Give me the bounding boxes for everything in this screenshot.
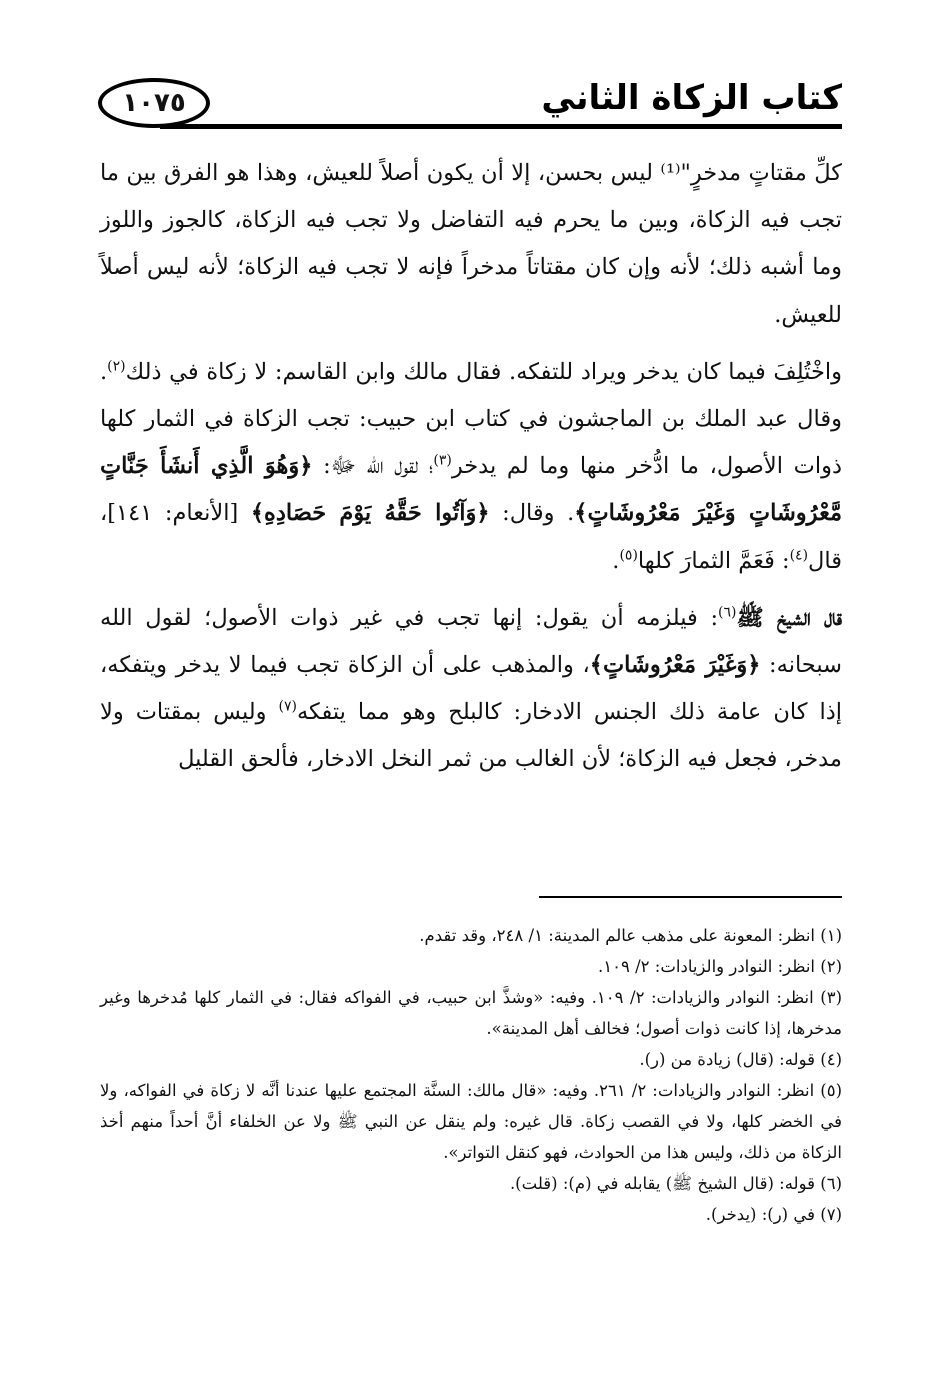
quran-verse-1: ﴿وَهُوَ الَّذِي أَنشَأَ جَنَّاتٍ مَّعْرُوشَاتٍ وَغَيْرَ مَعْرُوشَاتٍ﴾ xyxy=(100,453,842,527)
footnote-separator xyxy=(539,896,842,898)
paragraph-2-text-f: : فَعَمَّ الثمارَ كلها xyxy=(637,547,790,574)
footnote-ref-5[interactable]: (٥) xyxy=(619,547,638,564)
book-title: كتاب الزكاة الثاني xyxy=(541,78,842,118)
footnote-4: (٤) قوله: (قال) زيادة من (ر). xyxy=(639,1050,842,1069)
paragraph-2-text-c: ؛ لقول الله ﷻ: xyxy=(312,453,434,480)
paragraph-3-text-a: : فيلزمه أن يقول: إنها تجب في غير ذوات الأصول؛ لقول الله سبحانه: xyxy=(100,604,842,679)
footnote-7: (٧) في (ر): (يدخر). xyxy=(705,1205,842,1224)
paragraph-2-text-g: . xyxy=(612,547,620,574)
paragraph-2-text-d: . وقال: xyxy=(489,500,575,527)
main-text xyxy=(100,150,842,784)
paragraph-2-text-e: [الأنعام: ١٤١]، قال xyxy=(100,500,842,574)
footnote-ref-4[interactable]: (٤) xyxy=(789,547,809,564)
footnote-5: (٥) انظر: النوادر والزيادات: ٢/ ٢٦١. وفيه: «قال مالك: السنَّة المجتمع عليها عندنا أنَّه لا زكاة في الفواكه، ولا في الخضر كلها، ولا في القصب زكاة. قال غيره: ولم ينقل عن النبي ﷺ ولا عن الخلفاء أنَّ أحداً منهم أخذ الزكاة من ذلك، وليس هذا من الحوادث، فهو كنقل التواتر». xyxy=(100,1081,842,1162)
footnote-ref-2[interactable]: (٢) xyxy=(107,358,126,375)
sheikh-label: قال الشيخ ﷺ xyxy=(736,604,842,631)
paragraph-3 xyxy=(100,595,842,784)
quran-verse-2: ﴿وَآتُوا حَقَّهُ يَوْمَ حَصَادِهِ﴾ xyxy=(250,500,490,527)
footnote-1: (١) انظر: المعونة على مذهب عالم المدينة: ١/ ٢٤٨، وقد تقدم. xyxy=(419,926,842,945)
footnote-ref-6[interactable]: (٦) xyxy=(718,604,737,621)
paragraph-3-text-c: وليس بمقتات ولا مدخر، فجعل فيه الزكاة؛ لأن الغالب من ثمر النخل الادخار، فألحق القليل xyxy=(100,699,842,773)
paragraph-2 xyxy=(100,349,842,585)
paragraph-2-text-b: . وقال عبد الملك بن الماجشون في كتاب ابن حبيب: تجب الزكاة في الثمار كلها ذوات الأصول، ما ادُّخر منها وما لم يدخر xyxy=(100,358,843,480)
paragraph-1: كلِّ مقتاتٍ مدخرٍ"⁽¹⁾ ليس بحسن، إلا أن يكون أصلاً للعيش، وهذا هو الفرق بين ما تجب فيه الزكاة، وبين ما يحرم فيه التفاضل ولا تجب فيه الزكاة، كالجوز واللوز وما أشبه ذلك؛ لأنه وإن كان مقتاتاً مدخراً فإنه لا تجب فيه الزكاة؛ لأنه ليس أصلاً للعيش. xyxy=(100,160,842,328)
footnote-6: (٦) قوله: (قال الشيخ ﷺ) يقابله في (م): (قلت). xyxy=(509,1174,842,1193)
header-rule xyxy=(160,124,842,129)
paragraph-2-text-a: واخْتُلِفَ فيما كان يدخر ويراد للتفكه. فقال مالك وابن القاسم: لا زكاة في ذلك xyxy=(125,358,842,385)
footnote-ref-3[interactable]: (٣) xyxy=(433,452,452,469)
page-number: ١٠٧٥ xyxy=(122,88,186,118)
page-number-badge xyxy=(98,78,210,128)
quran-verse-3: ﴿وَغَيْرَ مَعْرُوشَاتٍ﴾ xyxy=(589,652,761,679)
page-header xyxy=(98,70,842,136)
footnote-2: (٢) انظر: النوادر والزيادات: ٢/ ١٠٩. xyxy=(598,957,842,976)
footnotes xyxy=(100,920,842,1230)
footnote-ref-7[interactable]: (٧) xyxy=(278,698,297,715)
paragraph-3-text-b: ، والمذهب على أن الزكاة تجب فيما لا يدخر ويتفكه، إذا كان عامة ذلك الجنس الادخار: كالبلح وهو مما يتفكه xyxy=(100,652,842,726)
footnote-3: (٣) انظر: النوادر والزيادات: ٢/ ١٠٩. وفيه: «وشذَّ ابن حبيب، في الفواكه فقال: في الثمار كلها مُدخرها وغير مدخرها، إذا كانت ذوات أصول؛ فخالف أهل المدينة». xyxy=(100,988,842,1038)
